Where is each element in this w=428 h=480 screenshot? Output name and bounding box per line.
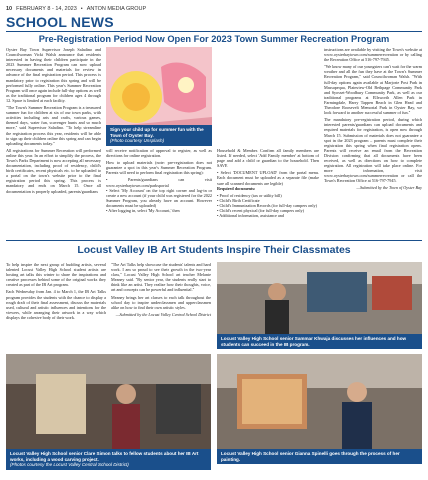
spinelli-photo: [217, 354, 422, 449]
article1-col3: Household & Member. Confirm all family members are listed. If needed, select 'Add Family member' at bottom of page and add a child or guardian to the household. Then SAVE • Select 'DOCUMENT UPLOAD' from the portal menu. Each document must be uploaded as a separate file (make sure all scanned documents are legible) Required documents: • Proof of residency (tax or utility bill) • Child's Birth Certificate • Child's Immunization Records (for full-day campers only) • Child's recent physical (for full-day campers only) • Additional information, assistance and: [217, 148, 319, 218]
section-rule: [6, 31, 422, 32]
simon-photo: [6, 354, 211, 449]
summer-photo-caption: Sign your child up for summer fun with the Town of Oyster Bay. (Photo courtesy Unsplash): [106, 125, 212, 146]
section-title: SCHOOL NEWS: [6, 14, 114, 30]
page-number: 10: [6, 6, 13, 12]
publisher-name: ANTON MEDIA GROUP: [86, 6, 147, 12]
summer-photo: [106, 47, 212, 135]
spinelli-caption: Locust Valley High School senior Gianna Spinelli goes through the process of her painting.: [217, 449, 422, 464]
issue-date: FEBRUARY 8 - 14, 2023: [16, 6, 77, 12]
simon-caption: Locust Valley High School senior Clare Simon talks to fellow students about her IB Art works, including a wood carving project. (Photos courtesy the Locust Valley Central School District): [6, 449, 211, 470]
article2-headline: Locust Valley IB Art Students Inspire Their Classmates: [77, 244, 351, 256]
article2-col1: To help inspire the next group of budding artists, several talented Locust Valley High School student artists are hosting art talks this winter to share the inspirations and creative processes behind some of the original works they created as part of the IB Art program. Each Wednesday from Jan. 4 to March 1, the IB Art Talks program provides the students with the chance to display a rough draft of their final assessment, discuss the materials used, cultural and artistic influences and intentions for the viewers, while arranging their artwork in a way which displays the cohesive body of their work.: [6, 262, 106, 320]
article2-col2: "The Art Talks help showcase the students' talents and hard work. I am so proud to see their growth in the two-year class," Locust Valley High School art teacher Melanie Meaney said. "By senior year, the students really start to think like an artist. They realize how their thoughts, voice, art and concepts can be powerful and influential." Meaney brings her art classes to each talk throughout the school day to inspire underclassmen and upperclassmen alike on how to find their own artistic styles. —Submitted by the Locust Valley Central School District: [111, 262, 211, 317]
article1-col4: instructions are available by visiting the Town's website at www.oysterbaytown.com/summerrecreation or by calling the Recreation Office at 516-797-7945. "We know many of our youngsters can't wait for the warm weather and all the fun they have at the Town's Summer Recreation Program," said Councilwoman Walsh. "With full-day options again available at Marjorie Post Park in Massapequa, Plainview-Old Bethpage Community Park and Syosset-Woodbury Community Park, as well as our traditional programs at Ellsworth Allen Park in Farmingdale, Harry Tappen Beach in Glen Head and Theodore Roosevelt Memorial Park in Oyster Bay, we look forward to another successful summer of fun." The mandatory pre-registration period, during which interested parents/guardians can upload documents and required materials for registration, is open now through March 15. Submission of materials does not guarantee a spot in the 2023 program – parents must complete their registration this spring when final registration opens. Parents will receive an email from the Recreation Division confirming that all documents have been received, as well as directions on how to complete registration. All registration will take place online. For more information, visit www.oysterbaytown.com/summerrecreation or call the Town's Recreation Office at 516-797-7945. —Submitted by the Town of Oyster Bay: [324, 47, 422, 191]
article1-col2: will receive notification of approval to register, as well as directions for online registration. How to upload materials (note: pre-registration does not guarantee a spot in this year's Summer Recreation Program. Parents will need to perform final registration this spring): • Parents/guardians can visit www.oysterbaytown.com/parksportal • Select 'My Account' on the top right corner and log-in or create a new account (if your child was registered for the 2022 Summer Program, you already have an account. However documents must be uploaded) • After logging in, select 'My Account,' then: [106, 148, 212, 213]
page-header: 10 FEBRUARY 8 - 14, 2023 • ANTON MEDIA GROUP: [6, 6, 147, 12]
article1-col1: Oyster Bay Town Supervisor Joseph Saladino and Councilwoman Vicki Walsh announce that residents interested in having their children participate in the 2023 Summer Recreation Program can now upload necessary documents and materials for review in advance of the final registration period. This process is mandatory prior to registration this spring and will be performed fully online. This year's Summer Recreation Program will once again include full-day options as well as the traditional program for children ages 4 through 12. Space is limited at each facility. "The Town's Summer Recreation Program is a treasured summer fun for children at six of our town parks, with activities including arts and crafts, various games, themed days, water fun, scavenger hunts and so much more," said Supervisor Saladino. "To help streamline the registration process this year, residents will be able to sign up their children online this spring and can begin uploading documents today." All registrations for Summer Recreation will performed online this year. In an effort to simplify the process, the Town's Parks Department is now accepting all necessary documentation, including proof of residency, child's birth certificates, recent physicals etc. to be uploaded to a portal on the town's website prior to the final registration period this spring. This process is mandatory and ends on March 15. Once all documentation is properly uploaded, parents/guardians: [6, 47, 101, 194]
article-divider: [6, 240, 422, 241]
khwaja-caption: Locust Valley High School senior Sammar Khwaja discusses her influences and how students can succeed in the IB program.: [217, 334, 422, 349]
article1-headline: Pre-Registration Period Now Open For 2023 Town Summer Recreation Program: [38, 34, 390, 44]
khwaja-photo: [217, 262, 422, 334]
